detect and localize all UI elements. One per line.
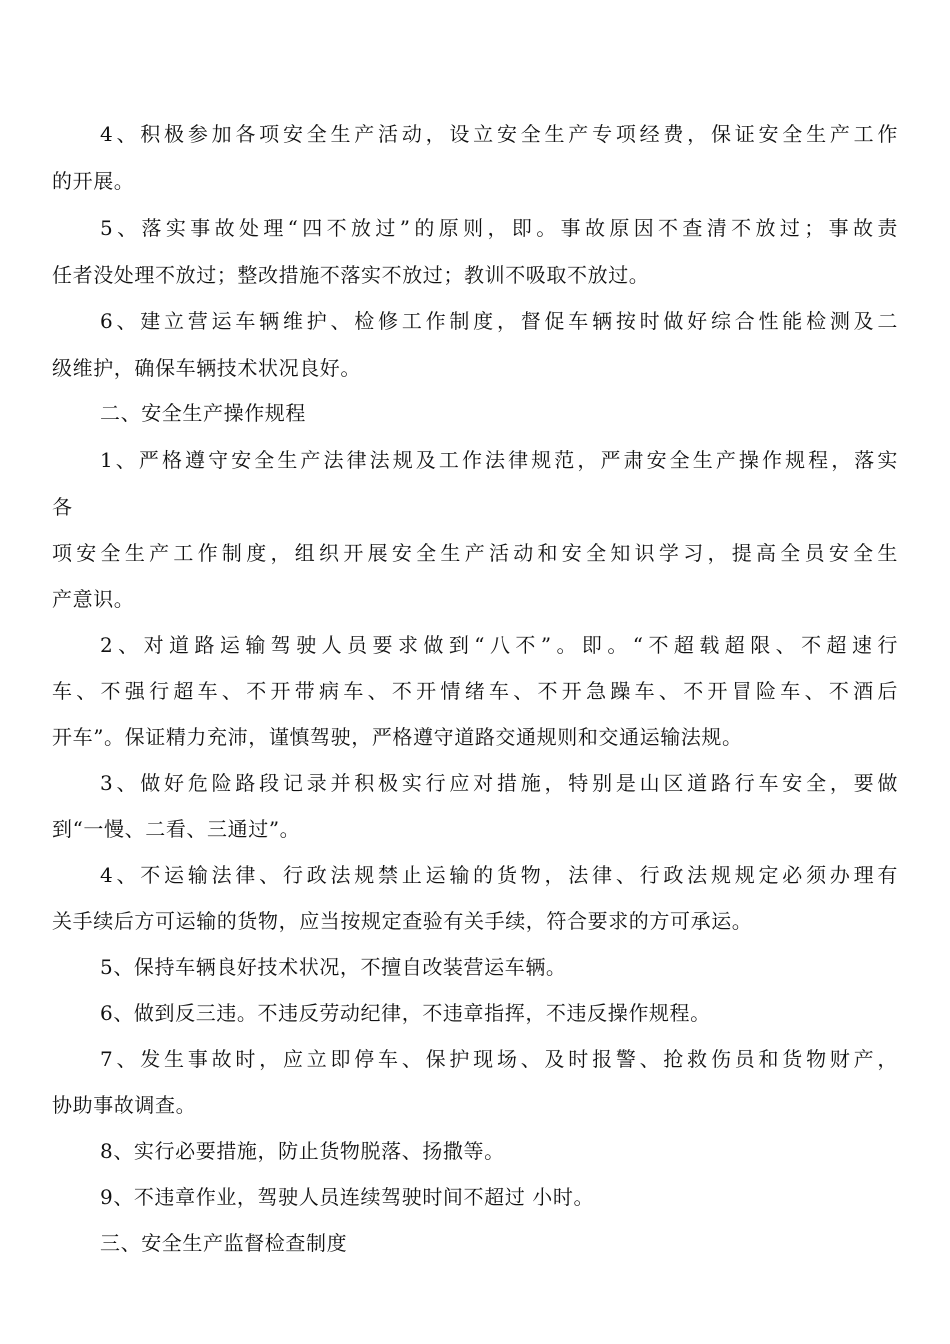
text-line: 各 (52, 495, 73, 519)
section-heading: 三、安全生产监督检查制度 (100, 1231, 348, 1255)
text-line: 产意识。 (52, 587, 135, 611)
text-line: 协助事故调查。 (52, 1093, 197, 1117)
text-line: 4、不运输法律、行政法规禁止运输的货物，法律、行政法规规定必须办理有 (100, 863, 898, 887)
text-line: 5、保持车辆良好技术状况，不擅自改装营运车辆。 (100, 955, 567, 979)
text-line: 6、做到反三违。不违反劳动纪律，不违章指挥，不违反操作规程。 (100, 1001, 711, 1025)
text-line: 9、不违章作业，驾驶人员连续驾驶时间不超过 小时。 (100, 1185, 595, 1209)
text-line: 项安全生产工作制度，组织开展安全生产活动和安全知识学习，提高全员安全生 (52, 541, 898, 565)
text-line: 5、落实事故处理“四不放过”的原则，即。事故原因不查清不放过；事故责 (100, 216, 898, 240)
text-line: 8、实行必要措施，防止货物脱落、扬撒等。 (100, 1139, 505, 1163)
text-line: 级维护，确保车辆技术状况良好。 (52, 356, 361, 380)
text-line: 3、做好危险路段记录并积极实行应对措施，特别是山区道路行车安全，要做 (100, 771, 898, 795)
text-line: 任者没处理不放过；整改措施不落实不放过；教训不吸取不放过。 (52, 263, 650, 287)
section-heading: 二、安全生产操作规程 (100, 401, 306, 425)
text-line: 2、对道路运输驾驶人员要求做到“八不”。即。“不超载超限、不超速行 (100, 633, 898, 657)
text-line: 开车”。保证精力充沛，谨慎驾驶，严格遵守道路交通规则和交通运输法规。 (52, 725, 743, 749)
text-line: 到“一慢、二看、三通过”。 (52, 817, 301, 841)
text-line: 6、建立营运车辆维护、检修工作制度，督促车辆按时做好综合性能检测及二 (100, 309, 898, 333)
text-line: 关手续后方可运输的货物，应当按规定查验有关手续，符合要求的方可承运。 (52, 909, 753, 933)
text-line: 7、发生事故时，应立即停车、保护现场、及时报警、抢救伤员和货物财产， (100, 1047, 898, 1071)
text-line: 4、积极参加各项安全生产活动，设立安全生产专项经费，保证安全生产工作 (100, 122, 898, 146)
text-line: 1、严格遵守安全生产法律法规及工作法律规范，严肃安全生产操作规程，落实 (100, 448, 898, 472)
text-line: 的开展。 (52, 169, 135, 193)
text-line: 车、不强行超车、不开带病车、不开情绪车、不开急躁车、不开冒险车、不酒后 (52, 679, 898, 703)
